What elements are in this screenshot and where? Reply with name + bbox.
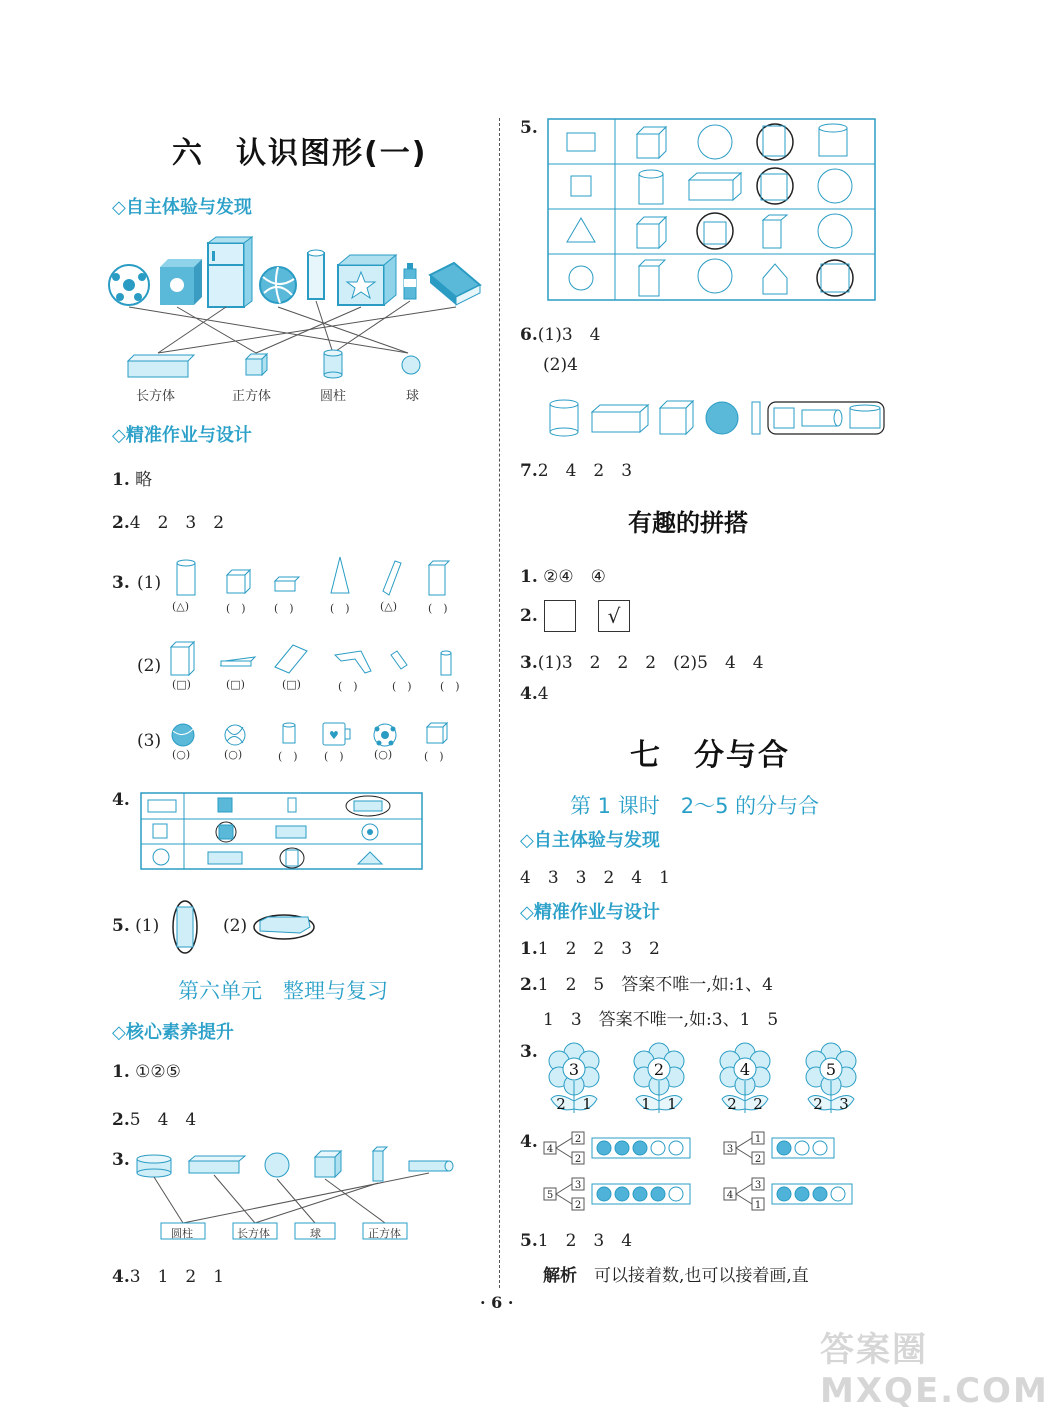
split-part-b: 2 <box>574 1200 582 1211</box>
filled-dot <box>597 1187 611 1201</box>
q3-2-mark-2: (□) <box>226 678 245 691</box>
q3-2-mark-3: (□) <box>282 678 301 691</box>
practice-answer-3-number: 3. <box>520 1042 538 1062</box>
split-whole: 4 <box>546 1144 554 1155</box>
practice-answer-2-line2: 1 3 答案不唯一,如:3、1 5 <box>543 1010 779 1030</box>
fun-answer-2-box-checked: √ <box>598 600 630 632</box>
split-part-a: 3 <box>574 1180 582 1191</box>
filled-dot <box>777 1187 791 1201</box>
split-whole: 4 <box>726 1190 734 1201</box>
flower-2 <box>630 1043 688 1115</box>
chapter7-title: 七 分与合 <box>630 738 790 773</box>
lesson-title: 第 1 课时 2～5 的分与合 <box>570 794 820 818</box>
cube-toy-icon <box>160 259 202 305</box>
review-answer-1: 1. ①②⑤ <box>112 1062 181 1082</box>
analysis-line: 解析 可以接着数,也可以接着画,直 <box>543 1266 809 1286</box>
q3-2-mark-1: (□) <box>172 678 191 691</box>
split-part-b: 1 <box>754 1200 762 1211</box>
filled-dot <box>813 1187 827 1201</box>
label-cube: 正方体 <box>232 389 272 404</box>
q3-3-mark-3: ( ) <box>278 750 298 763</box>
answer-4-number: 4. <box>112 790 130 810</box>
flower-right-number: 1 <box>582 1095 592 1113</box>
answer-7: 7.2 4 2 3 <box>520 461 633 481</box>
q5-solids-grid <box>547 118 877 302</box>
flower-left-number: 1 <box>641 1095 651 1113</box>
filled-dot <box>777 1141 791 1155</box>
empty-dot <box>813 1141 827 1155</box>
flower-top-number: 4 <box>739 1060 751 1079</box>
q3-1-mark-6: ( ) <box>428 602 448 615</box>
q3-3-mark-1: (○) <box>172 748 191 761</box>
fridge-icon <box>208 237 252 307</box>
number-split-3 <box>542 1176 692 1212</box>
sphere-solid <box>402 356 420 374</box>
fun-answer-1: 1. ②④ ④ <box>520 567 606 587</box>
fun-answer-2-box-empty <box>544 600 576 632</box>
q3-3-mark-6: ( ) <box>424 750 444 763</box>
q3-2-mark-6: ( ) <box>440 680 460 693</box>
star-box-icon <box>338 255 396 305</box>
fun-building-title: 有趣的拼搭 <box>628 509 748 537</box>
soccer-ball-icon <box>109 265 149 305</box>
section-heading-practice-2: ◇精准作业与设计 <box>520 902 660 923</box>
flower-top-number: 2 <box>653 1060 665 1079</box>
flower-right-number: 3 <box>839 1095 849 1113</box>
split-part-a: 3 <box>754 1180 762 1191</box>
q3-1-mark-3: ( ) <box>274 602 294 615</box>
object-matching-illustration <box>108 235 488 410</box>
review-label-cube: 正方体 <box>368 1227 401 1240</box>
q3-1-mark-1: (△) <box>172 600 190 613</box>
review-answer-3-number: 3. <box>112 1150 130 1170</box>
answer-5: 5. (1) <box>112 916 160 936</box>
section-heading-practice: ◇精准作业与设计 <box>112 425 252 446</box>
flower-1 <box>545 1043 603 1115</box>
flower-left-number: 2 <box>727 1095 737 1113</box>
label-cuboid: 长方体 <box>136 389 176 404</box>
q3-2-mark-5: ( ) <box>392 680 412 693</box>
q3-part2-label: (2) <box>137 656 162 676</box>
label-sphere: 球 <box>406 389 420 404</box>
label-cylinder: 圆柱 <box>320 389 347 404</box>
watermark: 答案圈 MXQE.COM <box>820 1330 1049 1411</box>
section-heading-core: ◇核心素养提升 <box>112 1022 234 1043</box>
svg-text:♥: ♥ <box>329 729 339 742</box>
number-split-1 <box>542 1130 692 1166</box>
split-part-a: 1 <box>754 1134 762 1145</box>
answer-3-number: 3. <box>112 573 130 593</box>
chapter-title: 六 认识图形(一) <box>172 136 428 171</box>
q3-3-mark-4: ( ) <box>324 750 344 763</box>
flower-3 <box>716 1043 774 1115</box>
q3-1-mark-5: (△) <box>380 600 398 613</box>
bottle-icon <box>404 263 416 299</box>
explore-answer: 4 3 3 2 4 1 <box>520 868 670 888</box>
flower-left-number: 2 <box>556 1095 566 1113</box>
q3-1-mark-4: ( ) <box>330 602 350 615</box>
q4-sorting-table <box>140 792 424 872</box>
split-part-b: 2 <box>574 1154 582 1165</box>
q6-solids-row <box>548 398 888 440</box>
practice-answer-4-number: 4. <box>520 1132 538 1152</box>
flower-right-number: 2 <box>753 1095 763 1113</box>
column-divider <box>499 118 500 1288</box>
review-answer-2: 2.5 4 4 <box>112 1110 197 1130</box>
q3-3-mark-2: (○) <box>224 748 243 761</box>
section-heading-explore: ◇自主体验与发现 <box>112 197 252 218</box>
cuboid-solid <box>128 355 194 377</box>
split-whole: 3 <box>726 1144 734 1155</box>
q3-shapes <box>165 555 465 765</box>
filled-dot <box>615 1187 629 1201</box>
flower-top-number: 3 <box>568 1060 580 1079</box>
split-whole: 5 <box>546 1190 554 1201</box>
volleyball-icon <box>260 267 296 303</box>
flower-right-number: 1 <box>667 1095 677 1113</box>
empty-dot <box>669 1141 683 1155</box>
q3-part1-label: (1) <box>137 573 162 593</box>
page-number: · 6 · <box>480 1293 514 1312</box>
glass-icon <box>308 250 324 299</box>
empty-dot <box>831 1187 845 1201</box>
filled-dot <box>615 1141 629 1155</box>
filled-dot <box>633 1187 647 1201</box>
review-label-sphere: 球 <box>310 1227 321 1240</box>
practice-answer-1: 1.1 2 2 3 2 <box>520 939 660 959</box>
filled-dot <box>597 1141 611 1155</box>
matching-lines <box>129 301 456 353</box>
split-part-b: 2 <box>754 1154 762 1165</box>
review-label-cuboid: 长方体 <box>237 1227 270 1240</box>
answer-6-part2: (2)4 <box>543 355 578 375</box>
cube-solid <box>246 354 267 375</box>
empty-dot <box>669 1187 683 1201</box>
split-part-a: 2 <box>574 1134 582 1145</box>
answer-6: 6.(1)3 4 <box>520 325 601 345</box>
practice-answer-2: 2.1 2 5 答案不唯一,如:1、4 <box>520 975 773 995</box>
number-split-4 <box>722 1176 872 1212</box>
answer-5-right-number: 5. <box>520 118 538 138</box>
filled-dot <box>633 1141 647 1155</box>
review-label-cylinder: 圆柱 <box>171 1227 193 1240</box>
flower-4 <box>802 1043 860 1115</box>
flower-top-number: 5 <box>825 1060 837 1079</box>
book-icon <box>430 263 480 305</box>
fun-answer-3: 3.(1)3 2 2 2 (2)5 4 4 <box>520 653 764 673</box>
filled-dot <box>651 1187 665 1201</box>
flower-left-number: 2 <box>813 1095 823 1113</box>
number-split-2 <box>722 1130 872 1166</box>
practice-answer-5: 5.1 2 3 4 <box>520 1231 633 1251</box>
fun-answer-4: 4.4 <box>520 684 549 704</box>
q5-part2-label: (2) <box>223 916 248 936</box>
empty-dot <box>651 1141 665 1155</box>
fun-answer-2-number: 2. <box>520 606 538 626</box>
filled-dot <box>795 1187 809 1201</box>
q3-1-mark-2: ( ) <box>226 602 246 615</box>
answer-2: 2.4 2 3 2 <box>112 513 225 533</box>
q3-part3-label: (3) <box>137 731 162 751</box>
q3-2-mark-4: ( ) <box>338 680 358 693</box>
cylinder-solid <box>324 350 342 378</box>
q3-3-mark-5: (○) <box>374 748 393 761</box>
review-title: 第六单元 整理与复习 <box>178 979 388 1003</box>
review-answer-4: 4.3 1 2 1 <box>112 1267 225 1287</box>
empty-dot <box>795 1141 809 1155</box>
section-heading-explore-2: ◇自主体验与发现 <box>520 830 660 851</box>
answer-1: 1. 略 <box>112 470 153 490</box>
